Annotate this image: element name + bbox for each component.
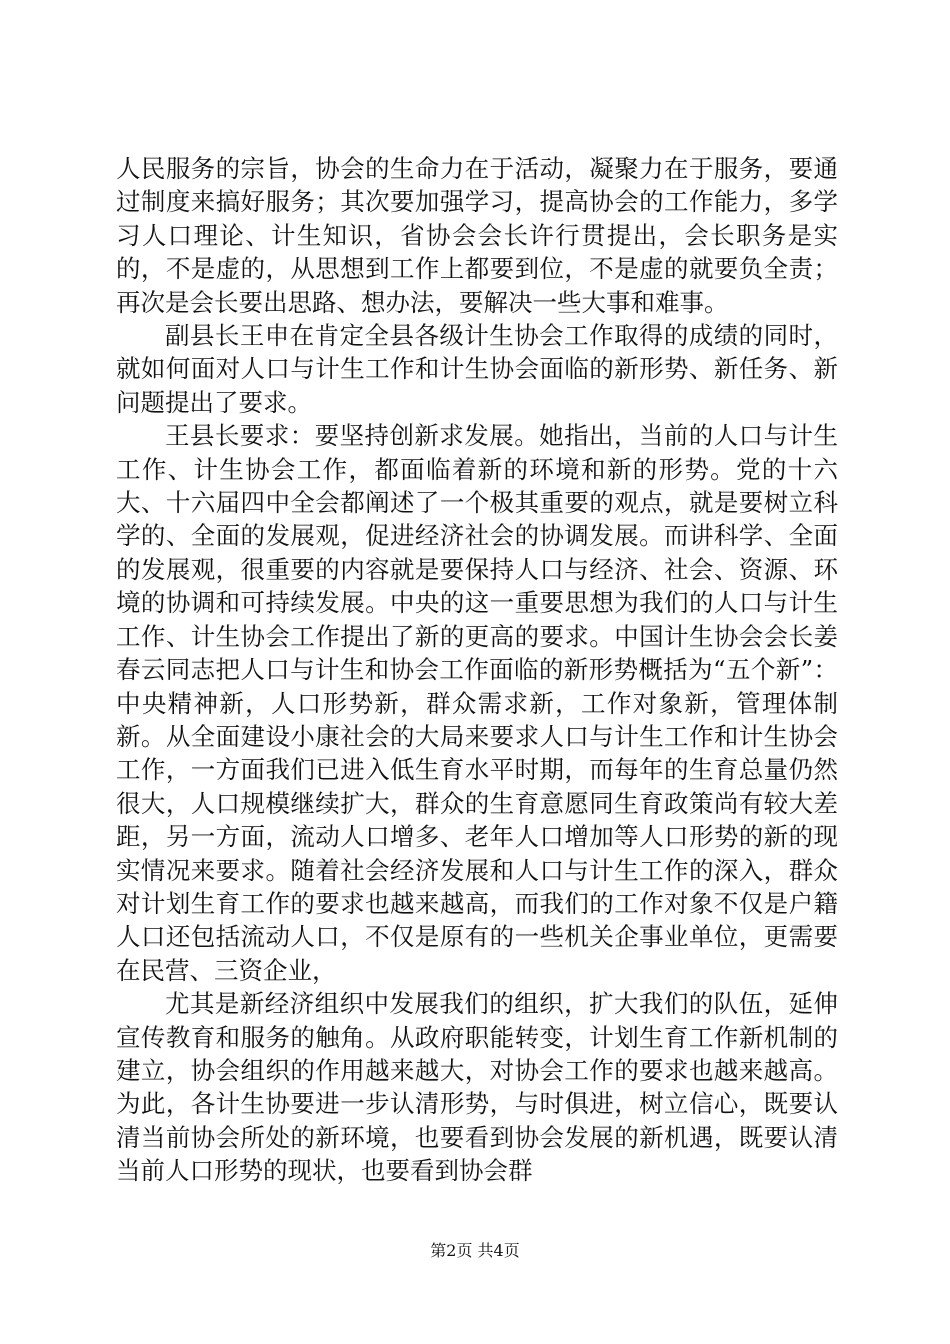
page-footer xyxy=(0,1240,950,1262)
paragraph-3: 王县长要求：要坚持创新求发展。她指出，当前的人口与计生工作、计生协会工作，都面临着新的环境和新的形势。党的十六大、十六届四中全会都阐述了一个极其重要的观点，就是要树立科学的、全面的发展观，促进经济社会的协调发展。而讲科学、全面的发展观，很重要的内容就是要保持人口与经济、社会、资源、环境的协调和可持续发展。中央的这一重要思想为我们的人口与计生工作、计生协会工作提出了新的更高的要求。中国计生协会会长姜春云同志把人口与计生和协会工作面临的新形势概括为“五个新”：中央精神新，人口形势新，群众需求新，工作对象新，管理体制新。从全面建设小康社会的大局来要求人口与计生工作和计生协会工作，一方面我们已进入低生育水平时期，而每年的生育总量仍然很大，人口规模继续扩大，群众的生育意愿同生育政策尚有较大差距，另一方面，流动人口增多、老年人口增加等人口形势的新的现实情况来要求。随着社会经济发展和人口与计生工作的深入，群众对计划生育工作的要求也越来越高，而我们的工作对象不仅是户籍人口还包括流动人口，不仅是原有的一些机关企事业单位，更需要在民营、三资企业， xyxy=(116,421,838,985)
paragraph-1: 人民服务的宗旨，协会的生命力在于活动，凝聚力在于服务，要通过制度来搞好服务；其次要加强学习，提高协会的工作能力，多学习人口理论、计生知识，省协会会长许行贯提出，会长职务是实的，不是虚的，从思想到工作上都要到位，不是虚的就要负全责；再次是会长要出思路、想办法，要解决一些大事和难事。 xyxy=(116,154,838,317)
paragraph-2: 副县长王申在肯定全县各级计生协会工作取得的成绩的同时，就如何面对人口与计生工作和计生协会面临的新形势、新任务、新问题提出了要求。 xyxy=(116,321,838,417)
paragraph-4: 尤其是新经济组织中发展我们的组织，扩大我们的队伍，延伸宣传教育和服务的触角。从政府职能转变，计划生育工作新机制的建立，协会组织的作用越来越大，对协会工作的要求也越来越高。为此，各计生协要进一步认清形势，与时俱进，树立信心，既要认清当前协会所处的新环境，也要看到协会发展的新机遇，既要认清当前人口形势的现状，也要看到协会群 xyxy=(116,989,838,1186)
document-body xyxy=(116,152,838,1188)
page-number: 第2页 共4页 xyxy=(430,1241,520,1260)
